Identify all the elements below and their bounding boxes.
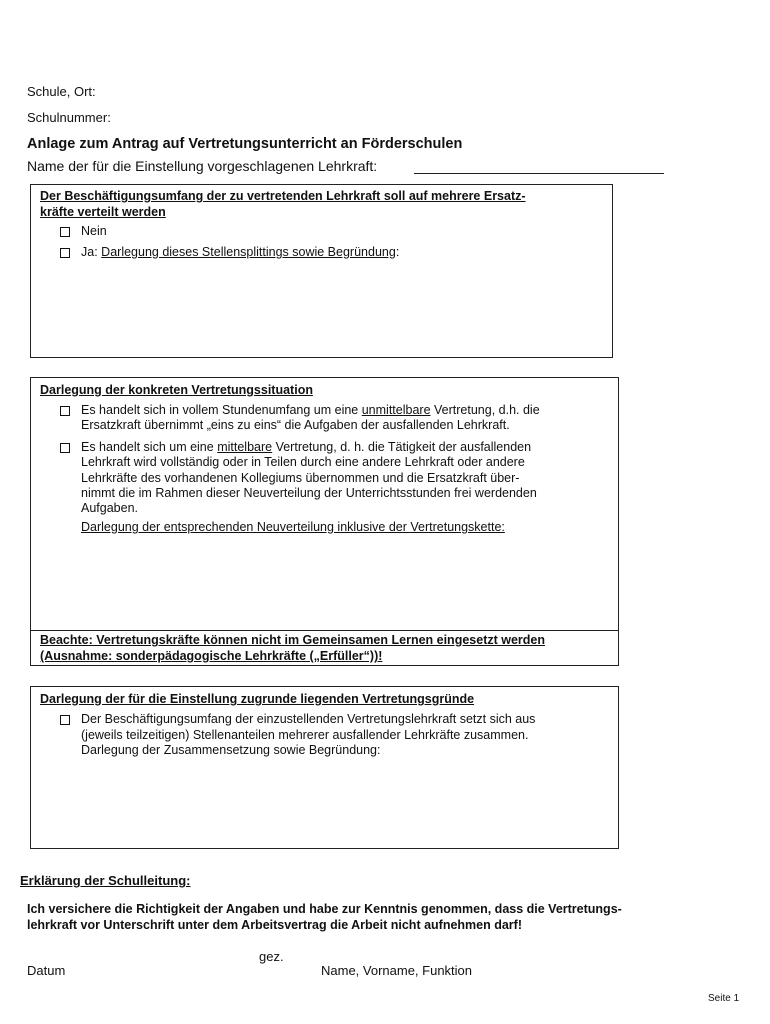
- option-indirect-line4: nimmt die im Rahmen dieser Neuverteilung der Unterrichtsstunden frei werdenden: [81, 486, 537, 500]
- staff-split-reason-area[interactable]: [81, 265, 601, 350]
- signature-gez: gez.: [259, 949, 284, 964]
- declaration-text-line1: Ich versichere die Richtigkeit der Angaben und habe zur Kenntnis genommen, dass die Vertretungs-: [27, 902, 622, 916]
- option-no-label: Nein: [81, 224, 107, 238]
- section-staff-split-heading-line1: Der Beschäftigungsumfang der zu vertretenden Lehrkraft soll auf mehrere Ersatz-: [40, 189, 526, 203]
- option-indirect-line1: [81, 440, 531, 456]
- section-reasons-heading: Darlegung der für die Einstellung zugrunde liegenden Vertretungsgründe: [40, 692, 475, 706]
- section-substitution-heading: Darlegung der konkreten Vertretungssituation: [40, 383, 313, 397]
- page-title: Anlage zum Antrag auf Vertretungsunterricht an Förderschulen: [27, 136, 463, 152]
- checkbox-indirect-substitution[interactable]: [60, 443, 70, 453]
- option-yes-suffix: :: [395, 245, 400, 259]
- checkbox-direct-substitution[interactable]: [60, 406, 70, 416]
- school-number-label: Schulnummer:: [27, 110, 111, 125]
- section-substitution-reasons: [30, 686, 619, 849]
- composition-reason-area[interactable]: [81, 763, 601, 841]
- teacher-name-label: Name der für die Einstellung vorgeschlagenen Lehrkraft:: [27, 158, 378, 174]
- option-combined-line1: Der Beschäftigungsumfang der einzustellenden Vertretungslehrkraft setzt sich aus: [81, 712, 536, 726]
- option-yes-prefix: Ja:: [81, 245, 98, 259]
- option-combined-line2: (jeweils teilzeitigen) Stellenanteilen mehrerer ausfallender Lehrkräfte zusammen.: [81, 728, 529, 742]
- option-direct-text-b: Vertretung, d.h. die: [434, 403, 540, 417]
- note-line2: (Ausnahme: sonderpädagogische Lehrkräfte („Erfüller“))!: [40, 649, 383, 663]
- name-function-label: Name, Vorname, Funktion: [321, 963, 473, 978]
- note-divider: [31, 630, 618, 631]
- page-number: Seite 1: [708, 993, 740, 1004]
- teacher-name-field[interactable]: [414, 173, 664, 174]
- option-direct-underlined: unmittelbare: [361, 403, 431, 417]
- section-substitution-situation: [30, 377, 619, 666]
- section-staff-split: [30, 184, 613, 358]
- declaration-text-line2: lehrkraft vor Unterschrift unter dem Arbeitsvertrag die Arbeit nicht aufnehmen darf!: [27, 918, 523, 932]
- reassignment-chain-area[interactable]: [81, 540, 601, 628]
- option-indirect-text-a: Es handelt sich um eine: [81, 440, 214, 454]
- option-indirect-line5: Aufgaben.: [81, 501, 138, 515]
- section-staff-split-heading-line2: kräfte verteilt werden: [40, 205, 166, 219]
- option-indirect-underlined: mittelbare: [217, 440, 273, 454]
- option-yes-label: [81, 245, 399, 261]
- checkbox-yes[interactable]: [60, 248, 70, 258]
- option-combined-line3: Darlegung der Zusammensetzung sowie Begründung:: [81, 743, 381, 757]
- checkbox-no[interactable]: [60, 227, 70, 237]
- school-place-label: Schule, Ort:: [27, 84, 96, 99]
- option-direct-text-a: Es handelt sich in vollem Stundenumfang um eine: [81, 403, 359, 417]
- option-indirect-line2: Lehrkraft wird vollständig oder in Teilen durch eine andere Lehrkraft oder andere: [81, 455, 525, 469]
- checkbox-combined-shares[interactable]: [60, 715, 70, 725]
- option-direct-line2: Ersatzkraft übernimmt „eins zu eins“ die Aufgaben der ausfallenden Lehrkraft.: [81, 418, 510, 432]
- option-indirect-line3: Lehrkräfte des vorhandenen Kollegiums übernommen und die Ersatzkraft über-: [81, 471, 520, 485]
- option-indirect-text-b: Vertretung, d. h. die Tätigkeit der ausfallenden: [275, 440, 532, 454]
- option-indirect-line6: Darlegung der entsprechenden Neuverteilung inklusive der Vertretungskette:: [81, 520, 505, 534]
- option-direct-line1: [81, 403, 540, 419]
- option-yes-underlined: Darlegung dieses Stellensplittings sowie Begründung: [101, 245, 396, 259]
- declaration-heading: Erklärung der Schulleitung:: [20, 873, 191, 888]
- note-line1: Beachte: Vertretungskräfte können nicht im Gemeinsamen Lernen eingesetzt werden: [40, 633, 545, 647]
- date-label: Datum: [27, 963, 66, 978]
